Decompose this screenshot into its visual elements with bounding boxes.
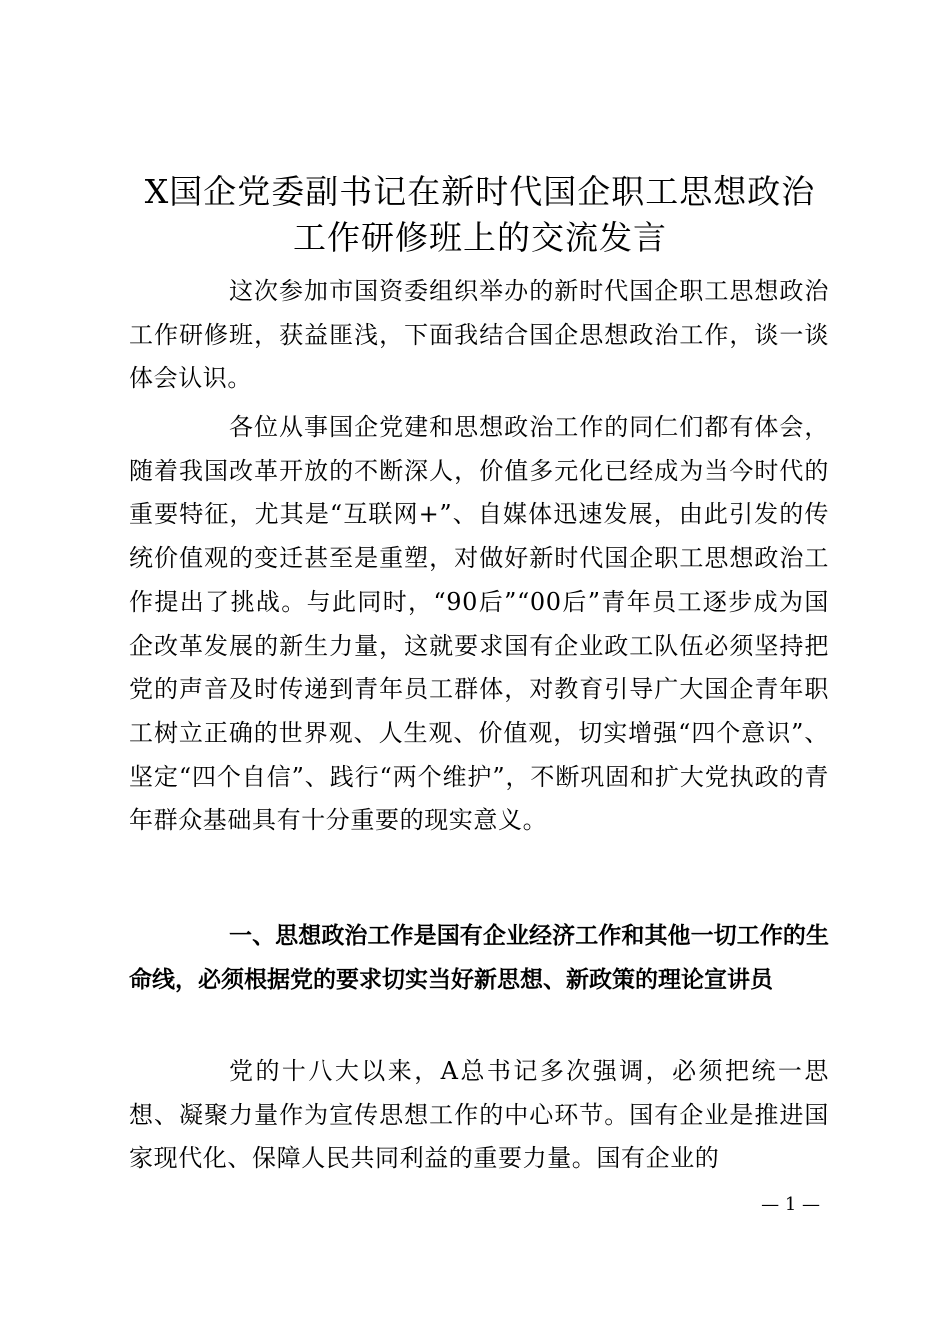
document-title-line-2: 工作研修班上的交流发言 [293, 218, 667, 257]
intro-paragraph: 这次参加市国资委组织举办的新时代国企职工思想政治工作研修班，获益匪浅，下面我结合国企思想政治工作，谈一谈体会认识。 [129, 277, 829, 393]
section-1-heading: 一、思想政治工作是国有企业经济工作和其他一切工作的生命线，必须根据党的要求切实当好新思想、新政策的理论宣讲员 [129, 923, 829, 993]
document-title-line-1: X国企党委副书记在新时代国企职工思想政治 [144, 172, 816, 211]
section-1-paragraph: 党的十八大以来，A总书记多次强调，必须把统一思想、凝聚力量作为宣传思想工作的中心环节。国有企业是推进国家现代化、保障人民共同利益的重要力量。国有企业的 [129, 1057, 829, 1173]
context-paragraph: 各位从事国企党建和思想政治工作的同仁们都有体会，随着我国改革开放的不断深人，价值多元化已经成为当今时代的重要特征，尤其是“互联网+”、自媒体迅速发展，由此引发的传统价值观的变迁甚至是重塑，对做好新时代国企职工思想政治工作提出了挑战。与此同时，“90后”“00后”青年员工逐步成为国企改革发展的新生力量，这就要求国有企业政工队伍必须坚持把党的声音及时传递到青年员工群体，对教育引导广大国企青年职工树立正确的世界观、人生观、价值观，切实增强“四个意识”、坚定“四个自信”、践行“两个维护”，不断巩固和扩大党执政的青年群众基础具有十分重要的现实意义。 [129, 413, 829, 835]
page-number: — 1 — [761, 1194, 820, 1215]
